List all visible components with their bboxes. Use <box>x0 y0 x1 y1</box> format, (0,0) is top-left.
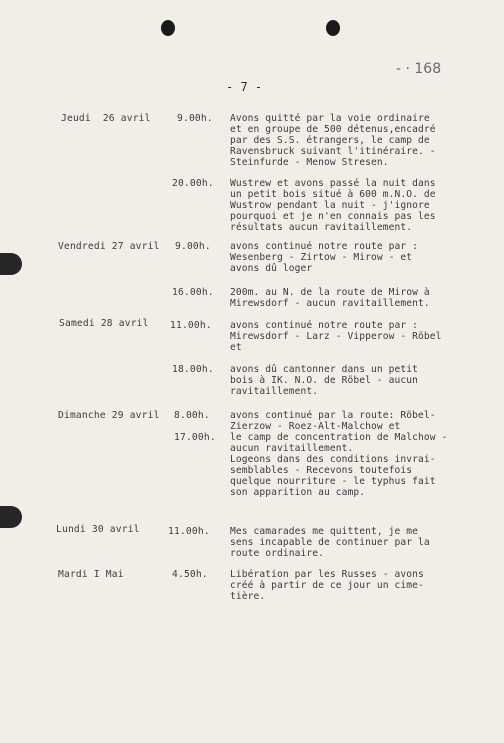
entry-time: 11.00h. <box>168 526 210 537</box>
folio-number: - · 168 <box>396 61 442 77</box>
entry-time: 20.00h. <box>172 178 214 189</box>
entry-time: 11.00h. <box>170 320 212 331</box>
entry-time: 4.50h. <box>172 569 208 580</box>
entry-text: le camp de concentration de Malchow - aucun ravitaillement. Logeons dans des conditions invrai- semblables - Recevons toutefois quelque nourriture - le typhus fait son apparition au camp. <box>230 432 448 498</box>
entry-text: Wustrew et avons passé la nuit dans un petit bois situé à 600 m.N.O. de Wustrow pendant la nuit - j'ignore pourquoi et je n'en connais pas les résultats aucun ravitaillement. <box>230 178 436 233</box>
punch-hole-right <box>326 20 340 36</box>
entry-text: avons continué par la route: Röbel- Zierzow - Roez-Alt-Malchow et <box>230 410 436 432</box>
entry-text: Mes camarades me quittent, je me sens incapable de continuer par la route ordinaire. <box>230 526 430 559</box>
entry-text: Libération par les Russes - avons créé à partir de ce jour un cime- tière. <box>230 569 424 602</box>
entry-time: 16.00h. <box>172 287 214 298</box>
entry-time: 18.00h. <box>172 364 214 375</box>
entry-time: 17.00h. <box>174 432 216 443</box>
entry-time: 8.00h. <box>174 410 210 421</box>
entry-text: avons continué notre route par : Mirewsdorf - Larz - Vipperow - Röbel et <box>230 320 442 353</box>
page-number: - 7 - <box>226 80 263 94</box>
entry-text: Avons quitté par la voie ordinaire et en groupe de 500 détenus,encadré par des S.S. étrangers, le camp de Ravensbruck suivant l'itinéraire. - Steinfurde - Menow Stresen. <box>230 113 436 168</box>
entry-date: Mardi I Mai <box>58 569 124 580</box>
entry-text: avons continué notre route par : Wesenberg - Zirtow - Mirow - et avons dû loger <box>230 241 419 274</box>
binder-tab-upper <box>0 253 22 275</box>
binder-tab-lower <box>0 506 22 528</box>
entry-date: Lundi 30 avril <box>56 524 140 535</box>
entry-date: Dimanche 29 avril <box>58 410 160 421</box>
punch-hole-left <box>161 20 175 36</box>
entry-time: 9.00h. <box>177 113 213 124</box>
entry-date: Vendredi 27 avril <box>58 241 160 252</box>
entry-text: avons dû cantonner dans un petit bois à IK. N.O. de Röbel - aucun ravitaillement. <box>230 364 419 397</box>
entry-text: 200m. au N. de la route de Mirow à Mirewsdorf - aucun ravitaillement. <box>230 287 430 309</box>
entry-date: Samedi 28 avril <box>59 318 149 329</box>
entry-time: 9.00h. <box>175 241 211 252</box>
entry-date: Jeudi 26 avril <box>61 113 151 124</box>
